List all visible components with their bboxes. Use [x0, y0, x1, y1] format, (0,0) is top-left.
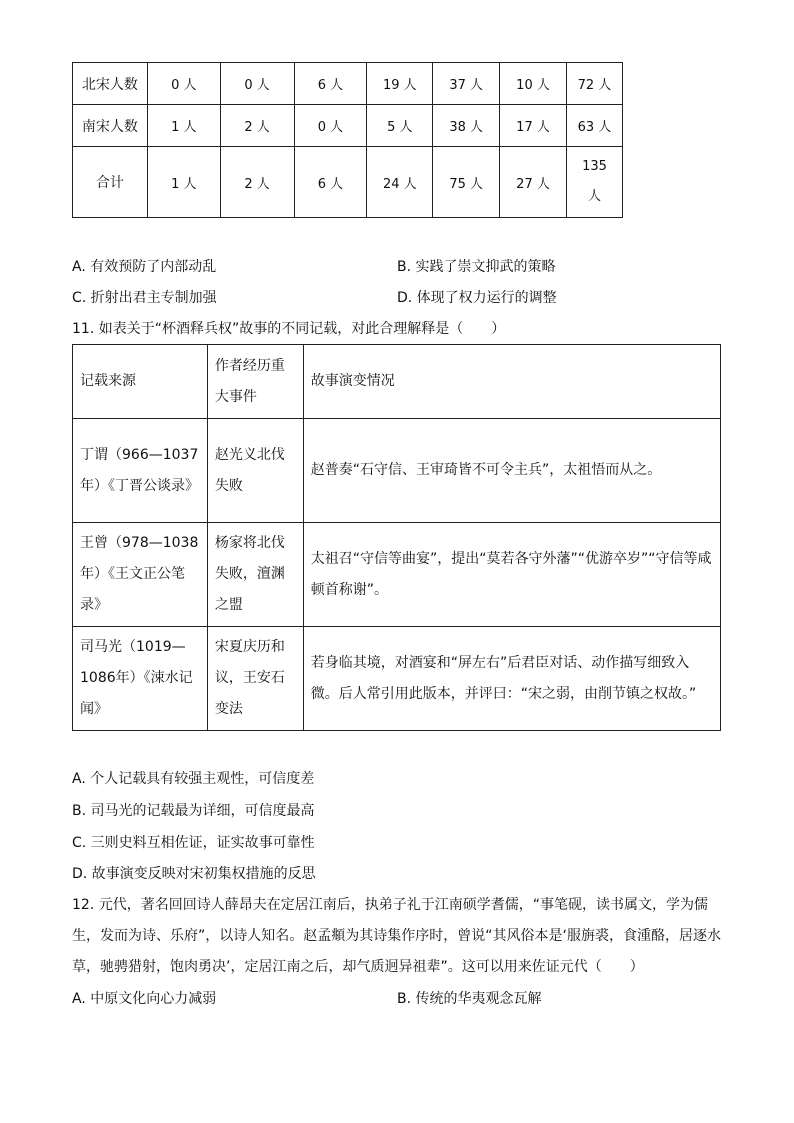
q10-option-b: B. 实践了崇文抑武的策略 [397, 259, 556, 275]
table-cell: 37 人 [433, 63, 500, 105]
q12-stem: 12. 元代，著名回回诗人薛昂夫在定居江南后，执弟子礼于江南硕学耆儒，“事笔砚，读书属文，学为儒生，发而为诗、乐府”，以诗人知名。赵孟頫为其诗集作序时，曾说“其风俗本是‘服旃裘，食湩酪，居逐水草，驰骋猎射，饱肉勇决’，定居江南之后，却气质迥异祖辈”。这可以用来佐证元代（ ） [72, 897, 721, 975]
table-row [73, 419, 721, 523]
source-cell: 丁谓（966—1037年）《丁晋公谈录》 [73, 419, 208, 523]
table-row [73, 147, 623, 218]
table-cell: 135 人 [566, 147, 622, 218]
q12-option-a: A. 中原文化向心力减弱 [72, 991, 217, 1007]
table-cell: 6 人 [294, 63, 367, 105]
story-cell: 赵普奏“石守信、王审琦皆不可令主兵”，太祖悟而从之。 [303, 419, 720, 523]
table-row [73, 627, 721, 731]
event-cell: 赵光义北伐失败 [207, 419, 303, 523]
table-cell: 75 人 [433, 147, 500, 218]
table-cell: 0 人 [220, 63, 294, 105]
table-cell: 63 人 [566, 105, 622, 147]
table-row [73, 63, 623, 105]
q10-option-c: C. 折射出君主专制加强 [72, 290, 217, 306]
q11-option-c: C. 三则史料互相佐证，证实故事可靠性 [72, 835, 315, 851]
table-cell: 17 人 [500, 105, 567, 147]
table-header-row [73, 345, 721, 419]
table-cell: 72 人 [566, 63, 622, 105]
table-cell: 6 人 [294, 147, 367, 218]
column-header: 故事演变情况 [303, 345, 720, 419]
row-header: 南宋人数 [73, 105, 148, 147]
table-cell: 10 人 [500, 63, 567, 105]
table-cell: 38 人 [433, 105, 500, 147]
table-cell: 1 人 [147, 105, 220, 147]
table-cell: 27 人 [500, 147, 567, 218]
row-header: 北宋人数 [73, 63, 148, 105]
q12-option-b: B. 传统的华夷观念瓦解 [397, 991, 542, 1007]
story-cell: 若身临其境，对酒宴和“屏左右”后君臣对话、动作描写细致入微。后人常引用此版本，并评曰：“宋之弱，由削节镇之权故。” [303, 627, 720, 731]
table-cell: 0 人 [147, 63, 220, 105]
table-cell: 2 人 [220, 147, 294, 218]
q10-option-d: D. 体现了权力运行的调整 [397, 290, 557, 306]
records-table [72, 344, 721, 731]
column-header: 记载来源 [73, 345, 208, 419]
event-cell: 杨家将北伐失败，澶渊之盟 [207, 523, 303, 627]
table-cell: 19 人 [367, 63, 433, 105]
q11-option-a: A. 个人记载具有较强主观性，可信度差 [72, 771, 315, 787]
table-cell: 0 人 [294, 105, 367, 147]
column-header: 作者经历重大事件 [207, 345, 303, 419]
population-table [72, 62, 623, 218]
source-cell: 王曾（978—1038年）《王文正公笔录》 [73, 523, 208, 627]
table-cell: 24 人 [367, 147, 433, 218]
table-cell: 5 人 [367, 105, 433, 147]
source-cell: 司马光（1019—1086年）《涑水记闻》 [73, 627, 208, 731]
q10-option-a: A. 有效预防了内部动乱 [72, 259, 217, 275]
table-row [73, 523, 721, 627]
table-cell: 1 人 [147, 147, 220, 218]
q11-stem: 11. 如表关于“杯酒释兵权”故事的不同记载，对此合理解释是（ ） [72, 321, 506, 337]
row-header: 合计 [73, 147, 148, 218]
story-cell: 太祖召“守信等曲宴”，提出“莫若各守外藩”“优游卒岁”“守信等咸顿首称谢”。 [303, 523, 720, 627]
q11-option-d: D. 故事演变反映对宋初集权措施的反思 [72, 866, 316, 882]
event-cell: 宋夏庆历和议，王安石变法 [207, 627, 303, 731]
q11-option-b: B. 司马光的记载最为详细，可信度最高 [72, 803, 315, 819]
table-row [73, 105, 623, 147]
table-cell: 2 人 [220, 105, 294, 147]
